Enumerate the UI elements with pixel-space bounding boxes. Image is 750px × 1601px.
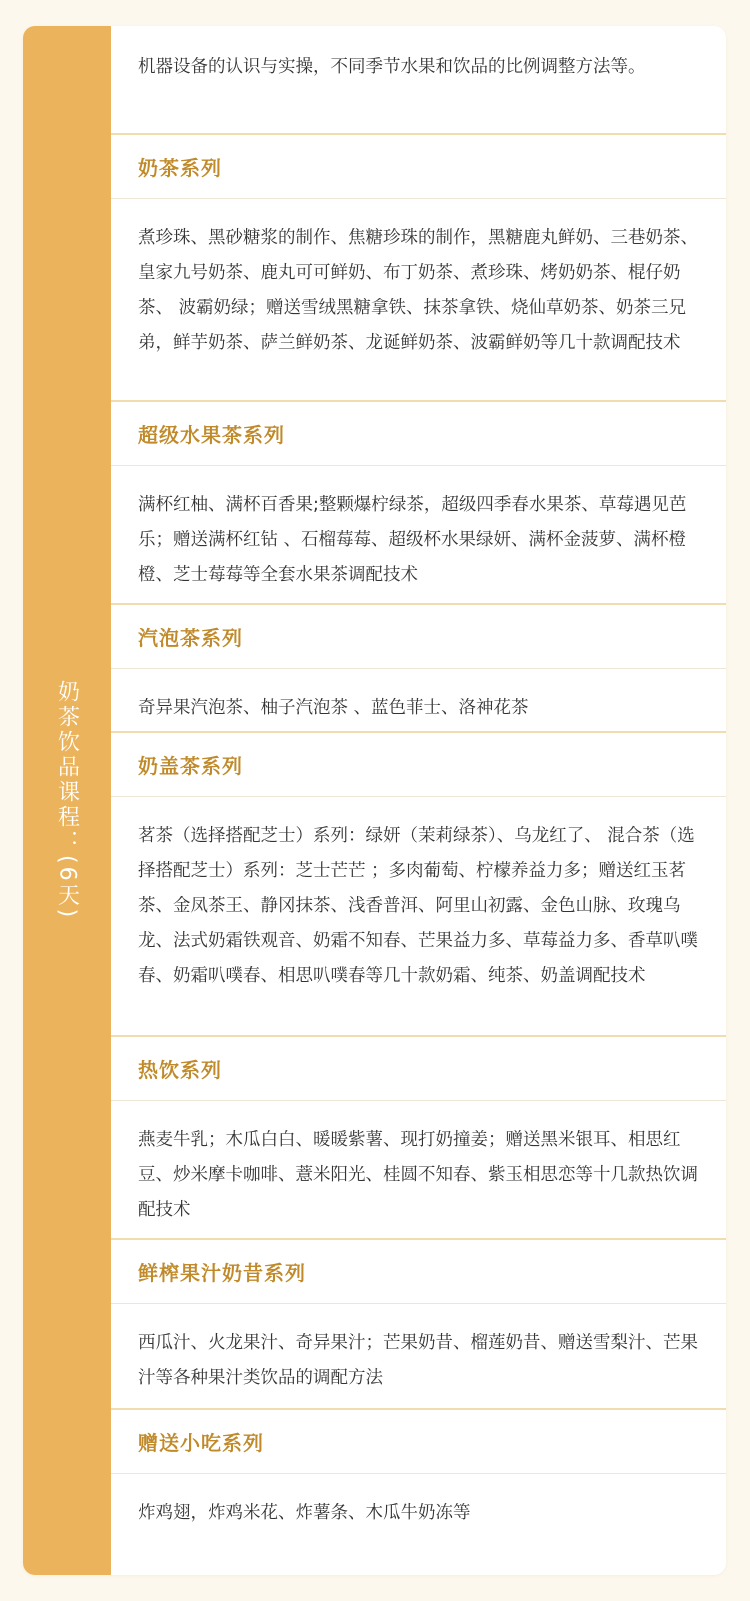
section-text: 炸鸡翅，炸鸡米花、炸薯条、木瓜牛奶冻等 [138,1503,471,1523]
section-text: 满杯红柚、满杯百香果;整颗爆柠绿茶，超级四季春水果茶、草莓遇见芭乐；赠送满杯红钻 、石榴莓莓、超级杯水果绿妍、满杯金菠萝、满杯橙橙、芝士莓莓等全套水果茶调配技术 [138,495,687,585]
section-snacks [111,1410,726,1575]
section-text: 煮珍珠、黑砂糖浆的制作、焦糖珍珠的制作，黑糖鹿丸鲜奶、三巷奶茶、皇家九号奶茶、鹿丸可可鲜奶、布丁奶茶、煮珍珠、烤奶奶茶、棍仔奶茶、 波霸奶绿；赠送雪绒黑糖拿铁、抹茶拿铁、烧仙草奶茶、奶茶三兄弟，鲜芋奶茶、萨兰鲜奶茶、龙诞鲜奶茶、波霸鲜奶等几十款调配技术 [138,228,698,353]
section-sparkling-tea [111,605,726,733]
section-text: 燕麦牛乳；木瓜白白、暖暖紫薯、现打奶撞姜；赠送黑米银耳、相思红豆、炒米摩卡咖啡、薏米阳光、桂圆不知春、紫玉相思恋等十几款热饮调配技术 [138,1130,698,1220]
course-card [23,26,726,1575]
section-title: 汽泡茶系列 [111,605,726,669]
section-text: 茗茶（选择搭配芝士）系列：绿妍（茉莉绿茶）、乌龙红了、 混合茶（选择搭配芝士）系列：芝士芒芒 ；多肉葡萄、柠檬养益力多；赠送红玉茗茶、金凤茶王、静冈抹茶、浅香普洱、阿里山初露、金色山脉、玫瑰乌龙、法式奶霜铁观音、奶霜不知春、芒果益力多、草莓益力多、香草叭噗春、奶霜叭噗春、相思叭噗春等几十款奶霜、纯茶、奶盖调配技术 [138,826,698,986]
section-fruit-tea [111,402,726,605]
course-content [111,26,726,1575]
section-juice-smoothie [111,1240,726,1410]
section-milk-tea [111,135,726,402]
section-text: 西瓜汁、火龙果汁、奇异果汁；芒果奶昔、榴莲奶昔、赠送雪梨汁、芒果汁等各种果汁类饮品的调配方法 [138,1333,698,1388]
course-side-panel [23,26,111,1575]
section-title: 赠送小吃系列 [111,1410,726,1474]
section-title: 鲜榨果汁奶昔系列 [111,1240,726,1304]
course-title: 奶茶饮品课程：(6天) [54,680,80,921]
intro-block [111,26,726,135]
section-title: 奶盖茶系列 [111,733,726,797]
section-hot-drinks [111,1037,726,1240]
section-title: 热饮系列 [111,1037,726,1101]
section-title: 超级水果茶系列 [111,402,726,466]
section-title: 奶茶系列 [111,135,726,199]
intro-text: 机器设备的认识与实操，不同季节水果和饮品的比例调整方法等。 [138,57,646,77]
section-text: 奇异果汽泡茶、柚子汽泡茶 、蓝色菲士、洛神花茶 [138,698,529,718]
section-cheese-foam-tea [111,733,726,1037]
